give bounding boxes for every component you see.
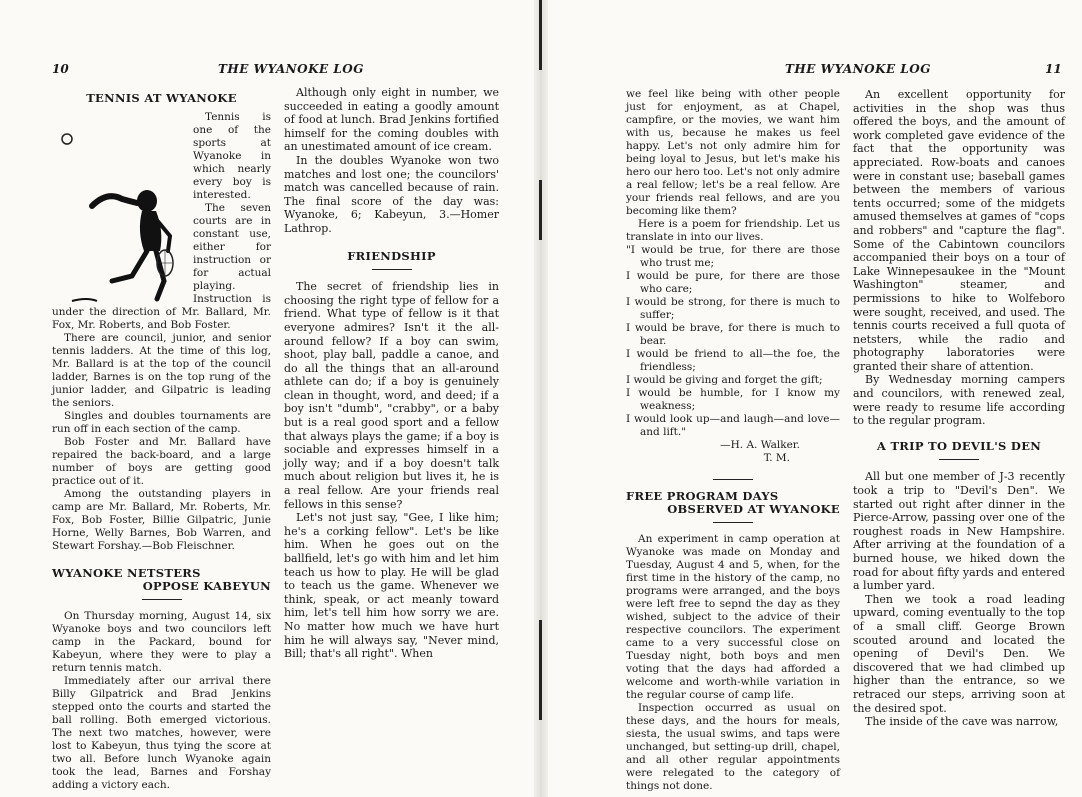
right-column-1: [626, 88, 840, 793]
section-rule: [142, 599, 182, 600]
netsters-paragraph: Immediately after our arrival there Billy Gilpatrick and Brad Jenkins stepped onto the courts and started the ball rolling. Both emerged victorious. The next two matches, however, were lost to Kabeyun, thus tying the score at two all. Before lunch Wyanoke again took the lead, Barnes and Forshay adding a victory each.: [52, 675, 271, 791]
poem-line: I would be friend to all—the foe, the friendless;: [626, 348, 840, 373]
running-title: THE WYANOKE LOG: [785, 62, 931, 76]
gutter-shadow: [539, 0, 542, 70]
free-program-paragraph: Inspection occurred as usual on these days, and the hours for meals, siesta, the usual swims, and taps were unchanged, but setting-up drill, chapel, and all other regular appointments were relegated to the category of things not done.: [626, 702, 840, 792]
devils-den-paragraph: Then we took a road leading upward, coming eventually to the top of a small cliff. George Brown scouted around and located the opening of Devil's Den. We discovered that we had climbed up higher than the entrance, so we retraced our steps, arriving soon at the desired spot.: [853, 592, 1065, 715]
tennis-heading: TENNIS AT WYANOKE: [86, 91, 237, 105]
gutter-shadow: [539, 620, 542, 720]
section-rule: [939, 459, 979, 460]
section-rule: [713, 522, 753, 523]
netsters-heading-line1: WYANOKE NETSTERS: [52, 566, 201, 580]
poem-line: I would be strong, for there is much to suffer;: [626, 296, 840, 321]
article-signature: T. M.: [763, 452, 790, 464]
poem-line: I would be humble, for I know my weakness;: [626, 387, 840, 412]
netsters-heading-line2: OPPOSE KABEYUN: [142, 579, 271, 593]
right-page-header: [545, 62, 1082, 78]
page-number: 11: [1045, 62, 1062, 76]
poem-line: I would be giving and forget the gift;: [626, 374, 823, 386]
section-rule: [372, 269, 412, 270]
free-program-heading: [626, 490, 840, 516]
tennis-paragraph: Bob Foster and Mr. Ballard have repaired the back-board, and a large number of boys are getting good practice out of it.: [52, 436, 271, 487]
devils-den-heading: A TRIP TO DEVIL'S DEN: [876, 438, 1042, 453]
friendship-poem: [626, 244, 840, 439]
tennis-paragraph: There are council, junior, and senior tennis ladders. At the time of this log, Mr. Ballard is at the top of the council ladder, Barnes is on the top rung of the junior ladder, and Gilpatric is leading the seniors.: [52, 332, 271, 409]
poem-line: I would look up—and laugh—and love—and lift.": [626, 413, 840, 438]
tennis-paragraph: Tennis is one of the sports at Wyanoke in which nearly every boy is interested.: [193, 111, 271, 201]
netsters-heading: [52, 567, 271, 593]
friendship-paragraph: Let's not just say, "Gee, I like him; he's a corking fellow". Let's be like him. When he goes out on the ballfield, let's go with him and let him teach us how to play. He will be glad to teach us the game. Whenever we think, speak, or act meanly toward him, let's tell him how sorry we are. No matter how much we have hurt him he will always say, "Never mind, Bill; that's all right". When: [284, 511, 499, 661]
gutter-shadow: [539, 180, 542, 240]
poem-line: "I would be true, for there are those who trust me;: [626, 244, 840, 269]
page-number: 10: [52, 62, 69, 76]
section-rule: [713, 479, 753, 480]
free-program-paragraph: An excellent opportunity for activities in the shop was thus offered the boys, and the amount of work completed gave evidence of the fact that the opportunity was appreciated. Row-boats and canoes were in constant use; baseball games between the members of various tents occurred; some of the midgets amused themselves at games of "cops and robbers" and "capture the flag". Some of the Cabintown councilors accompanied their boys on a tour of Lake Winnepesaukee in the "Mount Washington" steamer, and permissions to hike to Wolfeboro were sought, received, and used. The tennis courts received a full quota of netsters, while the radio and photography laboratories were granted their share of attention.: [853, 88, 1065, 373]
tennis-paragraph: Among the outstanding players in camp are Mr. Ballard, Mr. Roberts, Mr. Fox, Bob Foster, Billie Gilpatric, Junie Horne, Welly Barnes, Bob Warren, and Stewart Forshay.—Bob Fleischner.: [52, 488, 271, 552]
devils-den-paragraph: The inside of the cave was narrow,: [865, 715, 1059, 729]
free-program-heading-line2: OBSERVED AT WYANOKE: [667, 502, 840, 516]
netsters-paragraph: Although only eight in number, we succeeded in eating a goodly amount of food at lunch. Brad Jenkins fortified himself for the coming doubles with an unestimated amount of ice cream.: [284, 86, 499, 154]
poem-line: I would be brave, for there is much to bear.: [626, 322, 840, 347]
tennis-paragraph: Singles and doubles tournaments are run off in each section of the camp.: [52, 410, 271, 435]
free-program-paragraph: By Wednesday morning campers and councilors, with renewed zeal, were ready to resume life according to the regular program.: [853, 373, 1065, 428]
friendship-paragraph: Here is a poem for friendship. Let us translate in into our lives.: [626, 218, 840, 243]
tennis-paragraph: The seven courts are in constant use, either for instruction or for actual playing. Instruction is under the direction of Mr. Ballard, Mr. Fox, Mr. Roberts, and Bob Foster.: [52, 202, 271, 331]
poem-signature: —H. A. Walker.: [720, 439, 800, 451]
right-column-2: [853, 88, 1065, 729]
poem-line: I would be pure, for there are those who care;: [626, 270, 840, 295]
netsters-paragraph: In the doubles Wyanoke won two matches and lost one; the councilors' match was cancelled because of rain. The final score of the day was: Wyanoke, 6; Kabeyun, 3.—Homer Lathrop.: [284, 153, 499, 235]
netsters-paragraph: On Thursday morning, August 14, six Wyanoke boys and two councilors left camp in the Packard, bound for Kabeyun, where they were to play a return tennis match.: [52, 610, 271, 674]
running-title: THE WYANOKE LOG: [218, 62, 364, 76]
left-page: [0, 0, 537, 797]
left-column-1: [52, 88, 271, 792]
right-page: [545, 0, 1082, 797]
friendship-heading: FRIENDSHIP: [347, 248, 436, 263]
free-program-paragraph: An experiment in camp operation at Wyanoke was made on Monday and Tuesday, August 4 and 5, when, for the first time in the history of the camp, no programs were arranged, and the boys were left free to sepnd the day as they wished, subject to the advice of their respective councilors. The experiment came to a very successful close on Tuesday night, both boys and men voting that the days had afforded a welcome and worth-while variation in the regular course of camp life.: [626, 533, 840, 701]
left-page-header: [0, 62, 537, 78]
friendship-paragraph: The secret of friendship lies in choosing the right type of fellow for a friend. What type of fellow is it that everyone admires? Isn't it the all-around fellow? If a boy can swim, shoot, play ball, paddle a canoe, and do all the things that an all-around athlete can do; if a boy is genuinely clean in thought, word, and deed; if a boy isn't "dumb", "crabby", or a baby but is a real good sport and a fellow that always plays the game; if a boy is sociable and expresses himself in a jolly way; and if a boy doesn't talk much about religion but lives it, he is a real fellow. Are your friends real fellows in this sense?: [284, 280, 499, 511]
devils-den-paragraph: All but one member of J-3 recently took a trip to "Devil's Den". We started out right after dinner in the Pierce-Arrow, passing over one of the roughest roads in New Hampshire. After arriving at the foundation of a burned house, we hiked down the road for about fifty yards and entered a lumber yard.: [853, 470, 1065, 593]
left-column-2: [284, 86, 499, 661]
friendship-paragraph: we feel like being with other people just for enjoyment, as at Chapel, campfire, or the movies, we want him with us, because he makes us feel happy. Let's not only admire him for being loyal to Jesus, but let's make his hero our hero too. Let's not only admire a real fellow; let's be a real fellow. Are your friends real fellows, and are you becoming like them?: [626, 88, 840, 217]
tennis-player-illustration: [52, 111, 187, 306]
free-program-heading-line1: FREE PROGRAM DAYS: [626, 489, 779, 503]
